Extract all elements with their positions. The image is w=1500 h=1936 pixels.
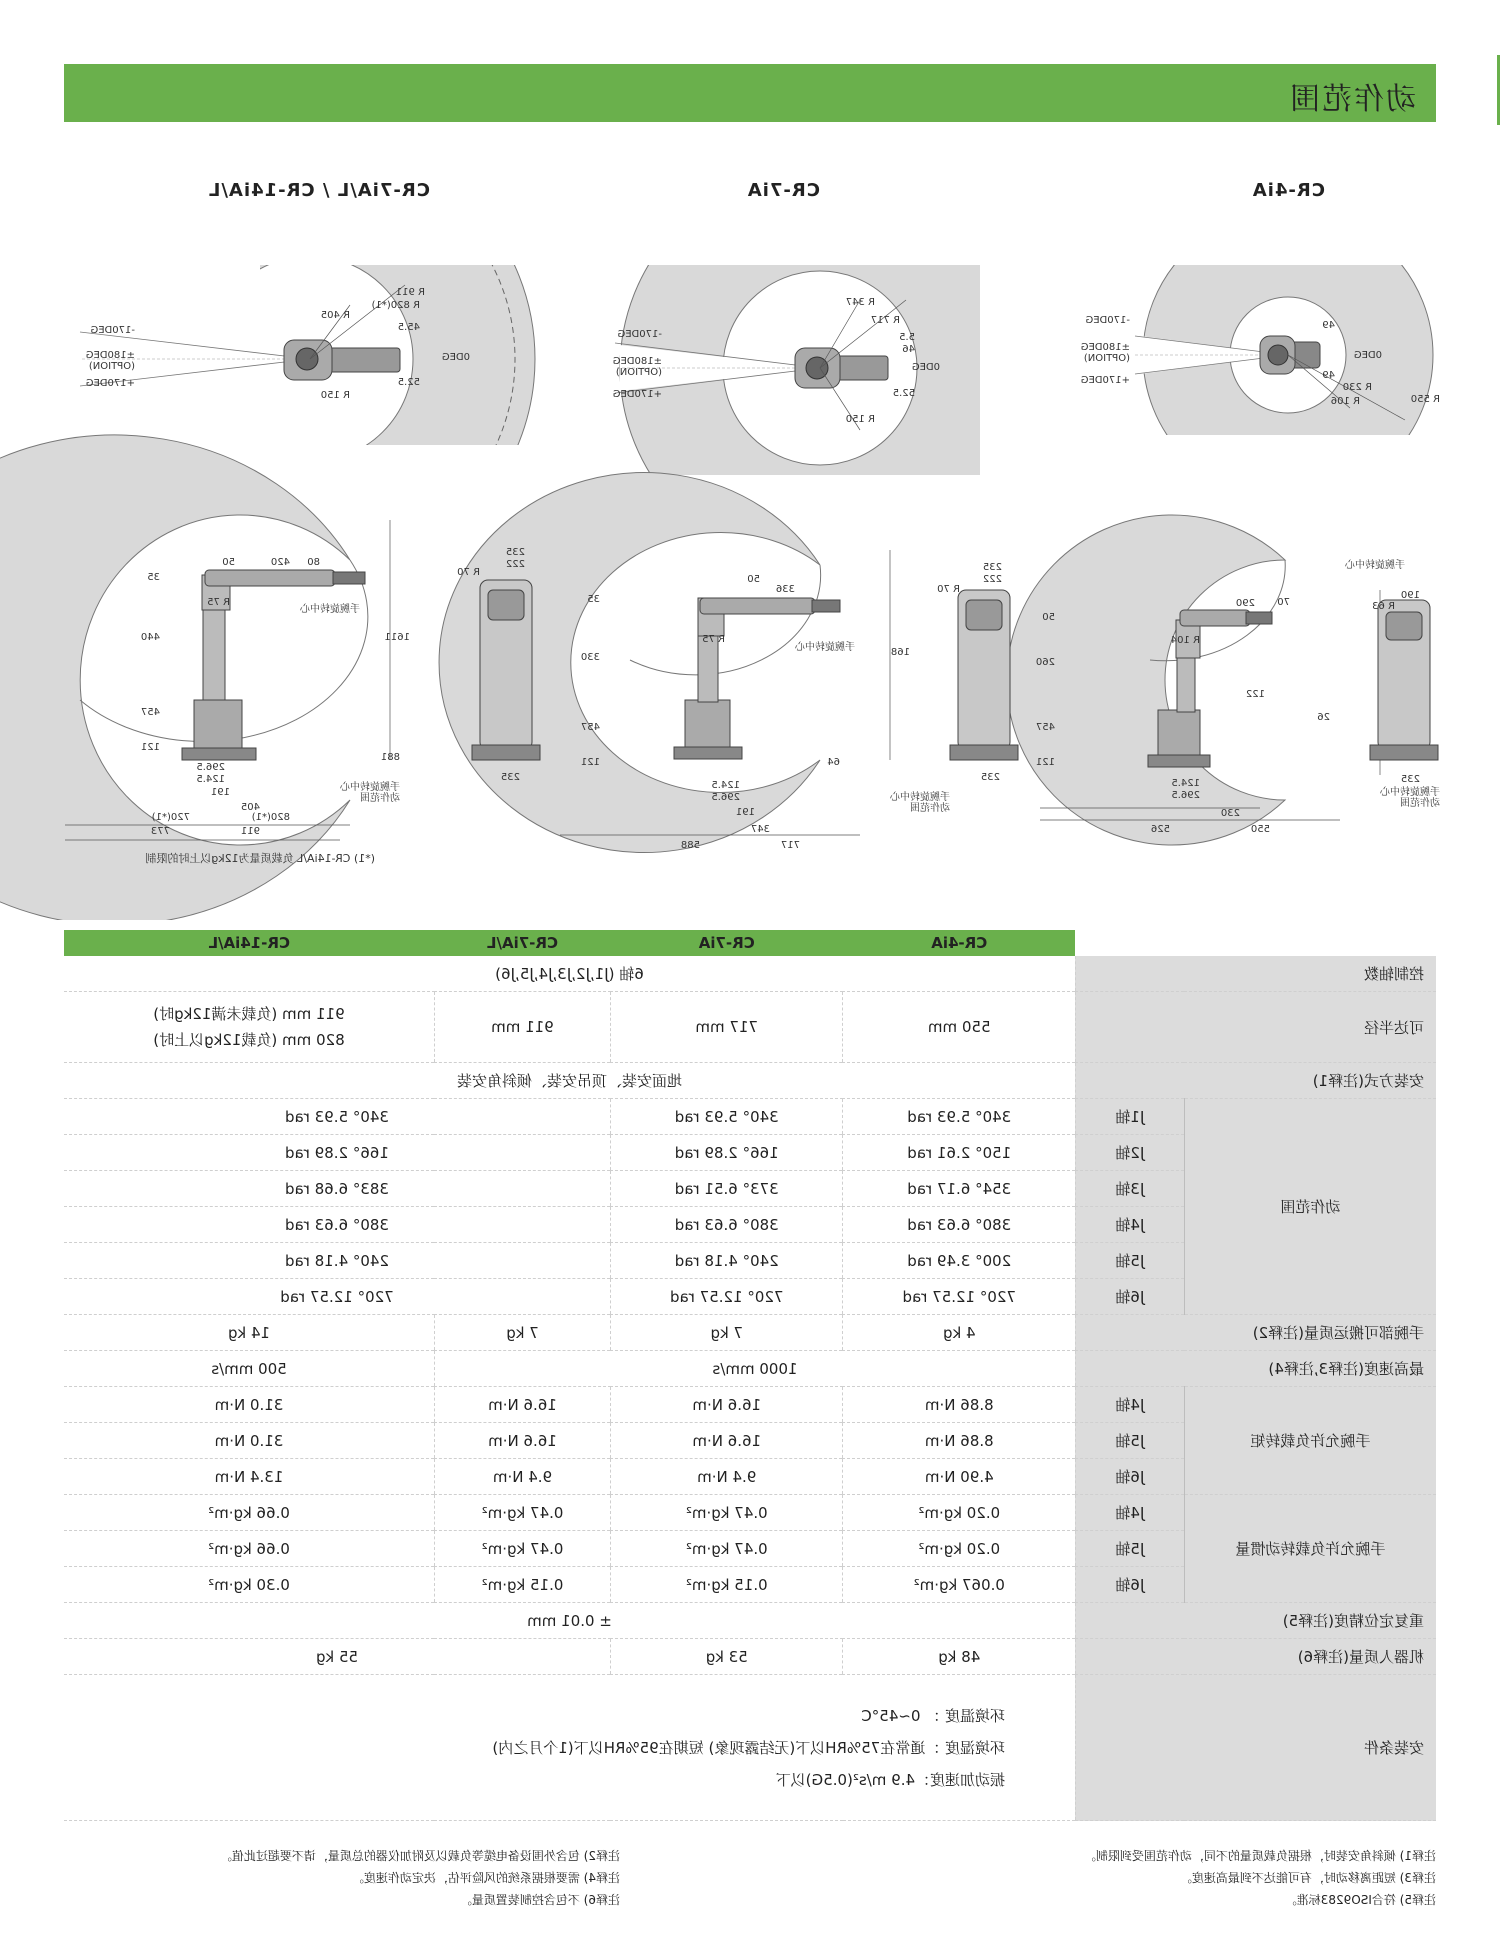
label-option-cr14ial: (OPTION) xyxy=(88,361,135,372)
dim-290-cr4ia: 290 xyxy=(1235,598,1255,609)
reach-cr14ial-line2: 820 mm (负载12kg以上时) xyxy=(153,1031,345,1049)
condition-temperature: 环境温度 ： 0~45°C xyxy=(861,1706,1005,1725)
label-minus170-cr4ia: -170DEG xyxy=(1085,315,1130,326)
dim-235-cr7ia: 235 xyxy=(980,772,1000,783)
dim-2965-cr7ia: 296.5 xyxy=(711,792,740,803)
torque-axis-j4: J4轴 xyxy=(1076,1387,1185,1423)
dim-1245-cr14ial: 124.5 xyxy=(196,774,225,785)
torque-axis-j6: J6轴 xyxy=(1076,1459,1185,1495)
label-mount: 安装方式(注释1) xyxy=(1076,1063,1437,1099)
dim-222-cr14ial: 222 xyxy=(505,559,525,570)
group-torque: 手腕允许负载转矩 xyxy=(1184,1387,1436,1495)
dim-457-cr7ia: 457 xyxy=(580,722,600,733)
label-plus170-cr14ial: +170DEG xyxy=(85,378,135,389)
note-1: 注释1) 倾斜角安装时，根据负载质量的不同，动作范围受到限制。 xyxy=(1083,1849,1436,1863)
motion-j3-cr7ial-cr14ial: 383° 6.68 rad xyxy=(64,1171,610,1207)
dim-121-cr4ia: 121 xyxy=(1035,757,1055,768)
notes-right xyxy=(220,1845,620,1911)
label-0deg-cr4ia: 0DEG xyxy=(1353,350,1382,361)
dim-50-cr4ia: 50 xyxy=(1042,612,1055,623)
group-inertia: 手腕允许负载转动惯量 xyxy=(1184,1495,1436,1603)
torque-j5-cr4ia: 8.86 N·m xyxy=(843,1423,1076,1459)
col-header-cr7ia: CR-7iA xyxy=(610,930,843,956)
dim-168-cr7ia: 168 xyxy=(890,647,910,658)
inertia-j4-cr7ial: 0.47 kg·m² xyxy=(434,1495,610,1531)
dim-r820-cr14ial: R 820(*1) xyxy=(371,300,420,311)
motion-j5-cr4ia: 200° 3.49 rad xyxy=(843,1243,1076,1279)
dim-440-cr14ial: 440 xyxy=(140,632,160,643)
torque-j4-cr7ia: 16.6 N·m xyxy=(610,1387,843,1423)
dim-45-cr14ial: 45.5 xyxy=(397,322,420,333)
dim-52-cr7ia: 52.5 xyxy=(892,388,915,399)
label-wrist-range-2-cr7ia: 动作范围 xyxy=(910,803,950,814)
inertia-axis-j5: J5轴 xyxy=(1076,1531,1185,1567)
row-conditions xyxy=(64,1675,1436,1821)
dim-190-cr4ia: 190 xyxy=(1400,590,1420,601)
motion-j3-cr7ia: 373° 6.51 rad xyxy=(610,1171,843,1207)
mass-cr4ia: 48 kg xyxy=(843,1639,1076,1675)
inertia-j4-cr7ia: 0.47 kg·m² xyxy=(610,1495,843,1531)
motion-j5-cr7ial-cr14ial: 240° 4.18 rad xyxy=(64,1243,610,1279)
label-wrist-range-1-cr7ia: 手腕旋转中心 xyxy=(890,792,950,803)
diagram-footnote: (*1) CR-14iA/L 负载质量为12kg以上时的限制 xyxy=(145,852,375,865)
label-option-cr4ia: (OPTION) xyxy=(1083,353,1130,364)
inertia-j4-cr14ial: 0.66 kg·m² xyxy=(64,1495,434,1531)
torque-j6-cr14ial: 13.4 N·m xyxy=(64,1459,434,1495)
model-title-cr14ial: CR-7iA/L / CR-14iA/L xyxy=(207,180,430,201)
group-motion-range: 动作范围 xyxy=(1184,1099,1436,1315)
row-speed xyxy=(64,1351,1436,1387)
dim-70-cr4ia: 70 xyxy=(1277,597,1290,608)
row-mount xyxy=(64,1063,1436,1099)
value-mount: 地面安装、顶吊安装、倾斜角安装 xyxy=(64,1063,1076,1099)
motion-j3-cr4ia: 354° 6.17 rad xyxy=(843,1171,1076,1207)
value-axes: 6轴 (J1,J2,J3,J4,J5,J6) xyxy=(64,956,1076,992)
motion-j1-cr4ia: 340° 5.93 rad xyxy=(843,1099,1076,1135)
dim-r347-cr7ia: R 347 xyxy=(845,297,875,308)
dim-80-cr14ial: 80 xyxy=(307,557,320,568)
dim-347-cr7ia: 347 xyxy=(750,824,770,835)
motion-axis-j6: J6轴 xyxy=(1076,1279,1185,1315)
row-reach xyxy=(64,992,1436,1063)
label-pm180-cr4ia: ±180DEG xyxy=(1080,342,1130,353)
speed-cr4ia-cr7ia-cr7ial: 1000 mm/s xyxy=(434,1351,1075,1387)
inertia-j6-cr14ial: 0.30 kg·m² xyxy=(64,1567,434,1603)
motion-axis-j3: J3轴 xyxy=(1076,1171,1185,1207)
inertia-j6-cr7ia: 0.15 kg·m² xyxy=(610,1567,843,1603)
dim-r104-cr4ia: R 104 xyxy=(1170,635,1200,646)
motion-axis-j5: J5轴 xyxy=(1076,1243,1185,1279)
label-reach: 可达半径 xyxy=(1076,992,1437,1063)
motion-j4-cr7ial-cr14ial: 380° 6.63 rad xyxy=(64,1207,610,1243)
dim-49a-cr4ia: 49 xyxy=(1322,320,1335,331)
dim-235-cr4ia: 235 xyxy=(1400,774,1420,785)
inertia-j4-cr4ia: 0.20 kg·m² xyxy=(843,1495,1076,1531)
label-conditions: 安装条件 xyxy=(1076,1675,1437,1821)
dim-550-cr4ia: 550 xyxy=(1250,824,1270,835)
label-0deg-cr7ia: 0DEG xyxy=(911,362,940,373)
torque-j5-cr7ia: 16.6 N·m xyxy=(610,1423,843,1459)
dim-55-cr7ia: 5.5 xyxy=(899,332,915,343)
torque-axis-j5: J5轴 xyxy=(1076,1423,1185,1459)
label-pm180-cr7ia: ±180DEG xyxy=(612,356,662,367)
motion-j1-cr7ial-cr14ial: 340° 5.93 rad xyxy=(64,1099,610,1135)
dim-820-cr14ial: 820(*1) xyxy=(251,812,290,823)
torque-j4-cr14ial: 31.0 N·m xyxy=(64,1387,434,1423)
dim-336-cr7ia: 336 xyxy=(775,584,795,595)
value-conditions xyxy=(64,1675,1076,1821)
inertia-j5-cr4ia: 0.20 kg·m² xyxy=(843,1531,1076,1567)
payload-cr7ial: 7 kg xyxy=(434,1315,610,1351)
dim-r150-cr7ia: R 150 xyxy=(845,414,875,425)
dim-191-cr7ia: 191 xyxy=(735,807,755,818)
label-option-cr7ia: (OPTION) xyxy=(615,367,662,378)
torque-j5-cr14ial: 31.0 N·m xyxy=(64,1423,434,1459)
torque-j5-cr7ial: 16.6 N·m xyxy=(434,1423,610,1459)
dim-881-cr14ial: 881 xyxy=(380,752,400,763)
label-0deg-cr14ial: 0DEG xyxy=(441,352,470,363)
mass-cr7ia: 53 kg xyxy=(610,1639,843,1675)
section-title: 动作范围 xyxy=(1288,82,1416,117)
dim-r911-cr14ial: R 911 xyxy=(395,287,425,298)
label-wrist-range-2-cr14ial: 动作范围 xyxy=(360,793,400,804)
reach-cr14ial-line1: 911 mm (负载未满12kg时) xyxy=(153,1005,345,1023)
label-plus170-cr4ia: +170DEG xyxy=(1080,375,1130,386)
dim-52-cr14ial: 52.5 xyxy=(397,377,420,388)
dim-911-cr14ial: 911 xyxy=(240,826,260,837)
dim-2965-cr4ia: 296.5 xyxy=(1171,790,1200,801)
row-axes xyxy=(64,956,1436,992)
payload-cr7ia: 7 kg xyxy=(610,1315,843,1351)
label-minus170-cr7ia: -170DEG xyxy=(617,329,662,340)
motion-j2-cr4ia: 150° 2.61 rad xyxy=(843,1135,1076,1171)
dim-r106-cr4ia: R 106 xyxy=(1330,396,1360,407)
label-speed: 最高速度(注释3,注释4) xyxy=(1076,1351,1437,1387)
dim-2965-cr14ial: 296.5 xyxy=(196,762,225,773)
dim-r75-cr7ia: R 75 xyxy=(702,634,725,645)
dim-r150-cr14ial: R 150 xyxy=(320,390,350,401)
dim-235-top-cr7ia: 235 xyxy=(982,562,1002,573)
dim-1611-cr14ial: 1611 xyxy=(384,632,410,643)
dim-121-cr14ial: 121 xyxy=(140,742,160,753)
torque-j6-cr7ial: 9.4 N·m xyxy=(434,1459,610,1495)
motion-j5-cr7ia: 240° 4.18 rad xyxy=(610,1243,843,1279)
condition-humidity: 环境湿度 ：通常在75%RH以下(无结露现象) 短期在95%RH以下(1个月之内) xyxy=(492,1738,1005,1757)
label-axes: 控制轴数 xyxy=(1076,956,1437,992)
torque-j6-cr4ia: 4.90 N·m xyxy=(843,1459,1076,1495)
motion-axis-j2: J2轴 xyxy=(1076,1135,1185,1171)
row-inertia-j4 xyxy=(64,1495,1436,1531)
reach-cr7ia: 717 mm xyxy=(610,992,843,1063)
dim-773-cr14ial: 773 xyxy=(150,826,170,837)
motion-range-diagrams xyxy=(0,0,1500,920)
dim-122-cr4ia: 122 xyxy=(1245,689,1265,700)
note-5: 注释5) 符合ISO9283标准。 xyxy=(1284,1893,1436,1907)
dim-222-cr7ia: 222 xyxy=(982,574,1002,585)
dim-50-cr7ia: 50 xyxy=(747,574,760,585)
dim-720-cr14ial: 720(*1) xyxy=(151,812,190,823)
torque-j4-cr7ial: 16.6 N·m xyxy=(434,1387,610,1423)
motion-j4-cr4ia: 380° 6.63 rad xyxy=(843,1207,1076,1243)
motion-j1-cr7ia: 340° 5.93 rad xyxy=(610,1099,843,1135)
inertia-j6-cr7ial: 0.15 kg·m² xyxy=(434,1567,610,1603)
inertia-j5-cr14ial: 0.66 kg·m² xyxy=(64,1531,434,1567)
dim-r717-cr7ia: R 717 xyxy=(870,315,900,326)
torque-j4-cr4ia: 8.86 N·m xyxy=(843,1387,1076,1423)
dim-420-cr14ial: 420 xyxy=(270,557,290,568)
dim-1245-cr4ia: 124.5 xyxy=(1171,778,1200,789)
dim-26-cr4ia: 26 xyxy=(1317,712,1330,723)
motion-j4-cr7ia: 380° 6.63 rad xyxy=(610,1207,843,1243)
label-mass: 机器人质量(注释6) xyxy=(1076,1639,1437,1675)
label-wrist-center-cr14ial: 手腕旋转中心 xyxy=(300,604,360,615)
col-header-cr4ia: CR-4iA xyxy=(843,930,1076,956)
dim-64-cr7ia: 64 xyxy=(827,757,840,768)
reach-cr4ia: 550 mm xyxy=(843,992,1076,1063)
label-minus170-cr14ial: -170DEG xyxy=(90,325,135,336)
dim-235-top-cr14ial: 235 xyxy=(505,547,525,558)
model-title-cr7ia: CR-7iA xyxy=(746,180,820,201)
dim-526-cr4ia: 526 xyxy=(1150,824,1170,835)
motion-j6-cr4ia: 720° 12.57 rad xyxy=(843,1279,1076,1315)
dim-330-cr7ia: 330 xyxy=(580,652,600,663)
row-motion-j1 xyxy=(64,1099,1436,1135)
inertia-axis-j4: J4轴 xyxy=(1076,1495,1185,1531)
row-torque-j4 xyxy=(64,1387,1436,1423)
dim-457-cr4ia: 457 xyxy=(1035,722,1055,733)
dim-235-cr14ial: 235 xyxy=(500,772,520,783)
motion-j6-cr7ial-cr14ial: 720° 12.57 rad xyxy=(64,1279,610,1315)
dim-r230-cr4ia: R 230 xyxy=(1342,382,1372,393)
payload-cr14ial: 14 kg xyxy=(64,1315,434,1351)
label-repeat: 重复定位精度(注释5) xyxy=(1076,1603,1437,1639)
mass-cr7ial-cr14ial: 55 kg xyxy=(64,1639,610,1675)
inertia-axis-j6: J6轴 xyxy=(1076,1567,1185,1603)
inertia-j6-cr4ia: 0.067 kg·m² xyxy=(843,1567,1076,1603)
model-title-cr4ia: CR-4iA xyxy=(1251,180,1325,201)
spec-table xyxy=(64,930,1436,1821)
label-payload: 手腕部可搬运质量(注释2) xyxy=(1076,1315,1437,1351)
dim-35-cr14ial: 35 xyxy=(147,572,160,583)
dim-457-cr14ial: 457 xyxy=(140,707,160,718)
motion-axis-j1: J1轴 xyxy=(1076,1099,1185,1135)
dim-405-cr14ial: 405 xyxy=(240,802,260,813)
dim-r70-cr7ia: R 70 xyxy=(937,584,960,595)
dim-r70-cr14ial: R 70 xyxy=(457,567,480,578)
col-header-cr7ial: CR-7iA/L xyxy=(434,930,610,956)
label-wrist-range-1-cr14ial: 手腕旋转中心 xyxy=(340,782,400,793)
dim-1245-cr7ia: 124.5 xyxy=(711,780,740,791)
col-header-cr14ial: CR-14iA/L xyxy=(64,930,434,956)
speed-cr14ial: 500 mm/s xyxy=(64,1351,434,1387)
dim-r63-cr4ia: R 63 xyxy=(1372,601,1395,612)
dim-230-cr4ia: 230 xyxy=(1220,808,1240,819)
row-repeat xyxy=(64,1603,1436,1639)
note-2: 注释2) 包含外围设备电缆等负载以及附加仪器的总质量，请不要超过此值。 xyxy=(219,1849,620,1863)
label-wrist-range-2-cr4ia: 动作范围 xyxy=(1400,798,1440,809)
dim-260-cr4ia: 260 xyxy=(1035,657,1055,668)
dim-50-cr14ial: 50 xyxy=(222,557,235,568)
table-header-row xyxy=(64,930,1436,956)
motion-j6-cr7ia: 720° 12.57 rad xyxy=(610,1279,843,1315)
dim-r405-cr14ial: R 405 xyxy=(320,310,350,321)
note-4: 注释4) 需要根据系统的风险评估，决定动作速度。 xyxy=(351,1871,620,1885)
dim-717-cr7ia: 717 xyxy=(780,840,800,851)
row-payload xyxy=(64,1315,1436,1351)
dim-191-cr14ial: 191 xyxy=(210,787,230,798)
label-wrist-range-1-cr4ia: 手腕旋转中心 xyxy=(1380,787,1440,798)
dim-46-cr7ia: 46 xyxy=(902,344,915,355)
dim-49b-cr4ia: 49 xyxy=(1322,370,1335,381)
inertia-j5-cr7ial: 0.47 kg·m² xyxy=(434,1531,610,1567)
label-wrist-center-cr7ia: 手腕旋转中心 xyxy=(795,642,855,653)
dim-35-cr7ia: 35 xyxy=(587,594,600,605)
dim-r75-cr14ial: R 75 xyxy=(207,597,230,608)
value-repeat: ± 0.01 mm xyxy=(64,1603,1076,1639)
side-view-cr4ia xyxy=(1007,515,1440,845)
reach-cr7ial: 911 mm xyxy=(434,992,610,1063)
motion-axis-j4: J4轴 xyxy=(1076,1207,1185,1243)
dim-r550-cr4ia: R 550 xyxy=(1410,394,1440,405)
note-3: 注释3) 短距离移动时，有可能达不到最高速度。 xyxy=(1179,1871,1436,1885)
payload-cr4ia: 4 kg xyxy=(843,1315,1076,1351)
dim-121-cr7ia: 121 xyxy=(580,757,600,768)
label-pm180-cr14ial: ±180DEG xyxy=(85,350,135,361)
notes-left xyxy=(1084,1845,1436,1911)
motion-j2-cr7ia: 166° 2.89 rad xyxy=(610,1135,843,1171)
condition-vibration: 振动加速度：4.9 m/s²(0.5G)以下 xyxy=(775,1770,1005,1789)
motion-j2-cr7ial-cr14ial: 166° 2.89 rad xyxy=(64,1135,610,1171)
dim-588-cr7ia: 588 xyxy=(680,840,700,851)
note-6: 注释6) 不包含控制装置质量。 xyxy=(459,1893,620,1907)
row-mass xyxy=(64,1639,1436,1675)
label-plus170-cr7ia: +170DEG xyxy=(612,389,662,400)
torque-j6-cr7ia: 9.4 N·m xyxy=(610,1459,843,1495)
reach-cr14ial xyxy=(64,992,434,1063)
inertia-j5-cr7ia: 0.47 kg·m² xyxy=(610,1531,843,1567)
top-view-cr4ia xyxy=(1081,210,1440,500)
label-wrist-center-cr4ia: 手腕旋转中心 xyxy=(1345,560,1405,571)
